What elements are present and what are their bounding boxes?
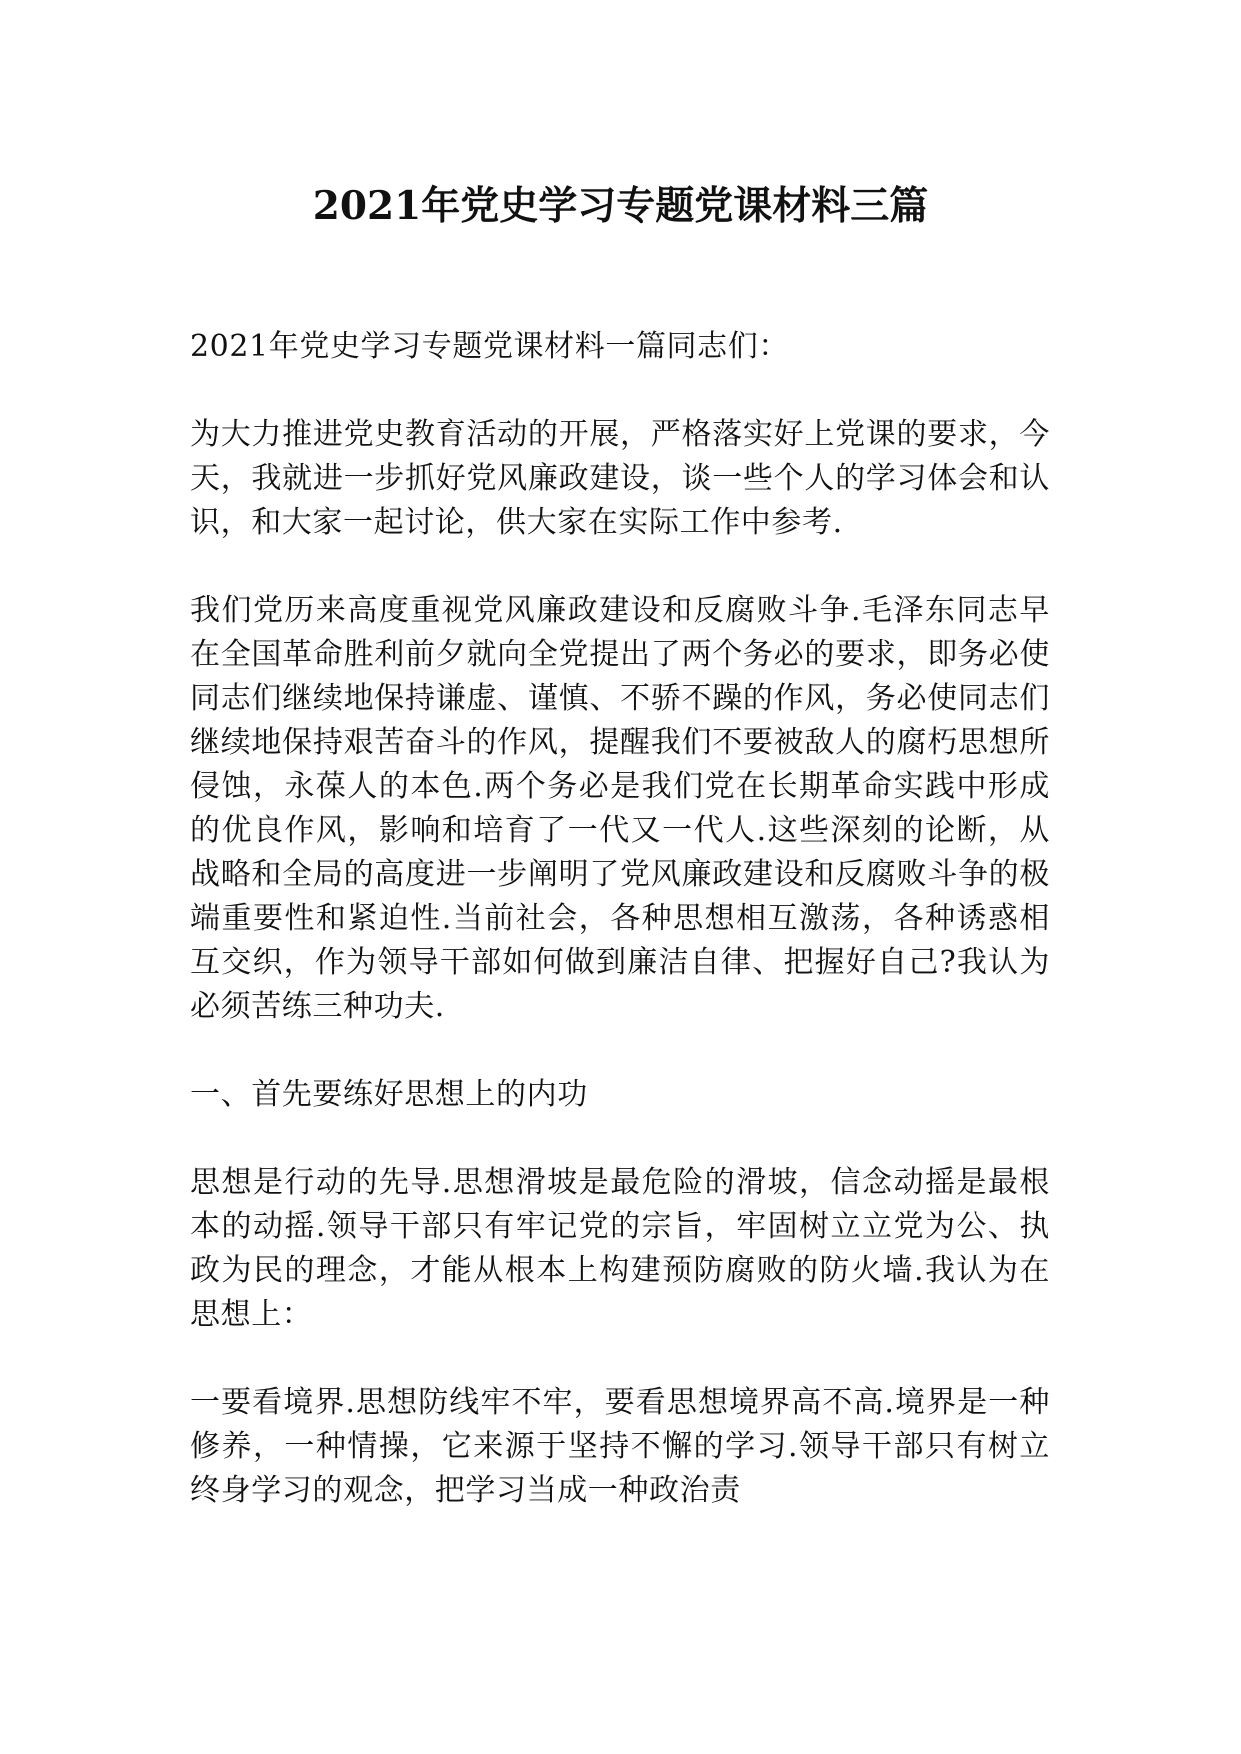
- paragraph-realm: 一要看境界.思想防线牢不牢，要看思想境界高不高.境界是一种修养，一种情操，它来源于坚持不懈的学习.领导干部只有树立终身学习的观念，把学习当成一种政治责: [190, 1385, 1050, 1508]
- paragraph-thought: 思想是行动的先导.思想滑坡是最危险的滑坡，信念动摇是最根本的动摇.领导干部只有牢记党的宗旨，牢固树立立党为公、执政为民的理念，才能从根本上构建预防腐败的防火墙.我认为在思想上：: [190, 1165, 1050, 1332]
- paragraph-intro: 为大力推进党史教育活动的开展，严格落实好上党课的要求，今天，我就进一步抓好党风廉政建设，谈一些个人的学习体会和认识，和大家一起讨论，供大家在实际工作中参考.: [190, 417, 1050, 540]
- document-title: 2021年党史学习专题党课材料三篇: [312, 183, 929, 229]
- document-body: [190, 325, 1050, 1513]
- paragraph-greeting: 2021年党史学习专题党课材料一篇同志们：: [190, 329, 789, 364]
- paragraph-history: 我们党历来高度重视党风廉政建设和反腐败斗争.毛泽东同志早在全国革命胜利前夕就向全党提出了两个务必的要求，即务必使同志们继续地保持谦虚、谨慎、不骄不躁的作风，务必使同志们继续地保持艰苦奋斗的作风，提醒我们不要被敌人的腐朽思想所侵蚀，永葆人的本色.两个务必是我们党在长期革命实践中形成的优良作风，影响和培育了一代又一代人.这些深刻的论断，从战略和全局的高度进一步阐明了党风廉政建设和反腐败斗争的极端重要性和紧迫性.当前社会，各种思想相互激荡，各种诱惑相互交织，作为领导干部如何做到廉洁自律、把握好自己?我认为必须苦练三种功夫.: [190, 593, 1050, 1024]
- section-heading-1: 一、首先要练好思想上的内功: [190, 1077, 588, 1112]
